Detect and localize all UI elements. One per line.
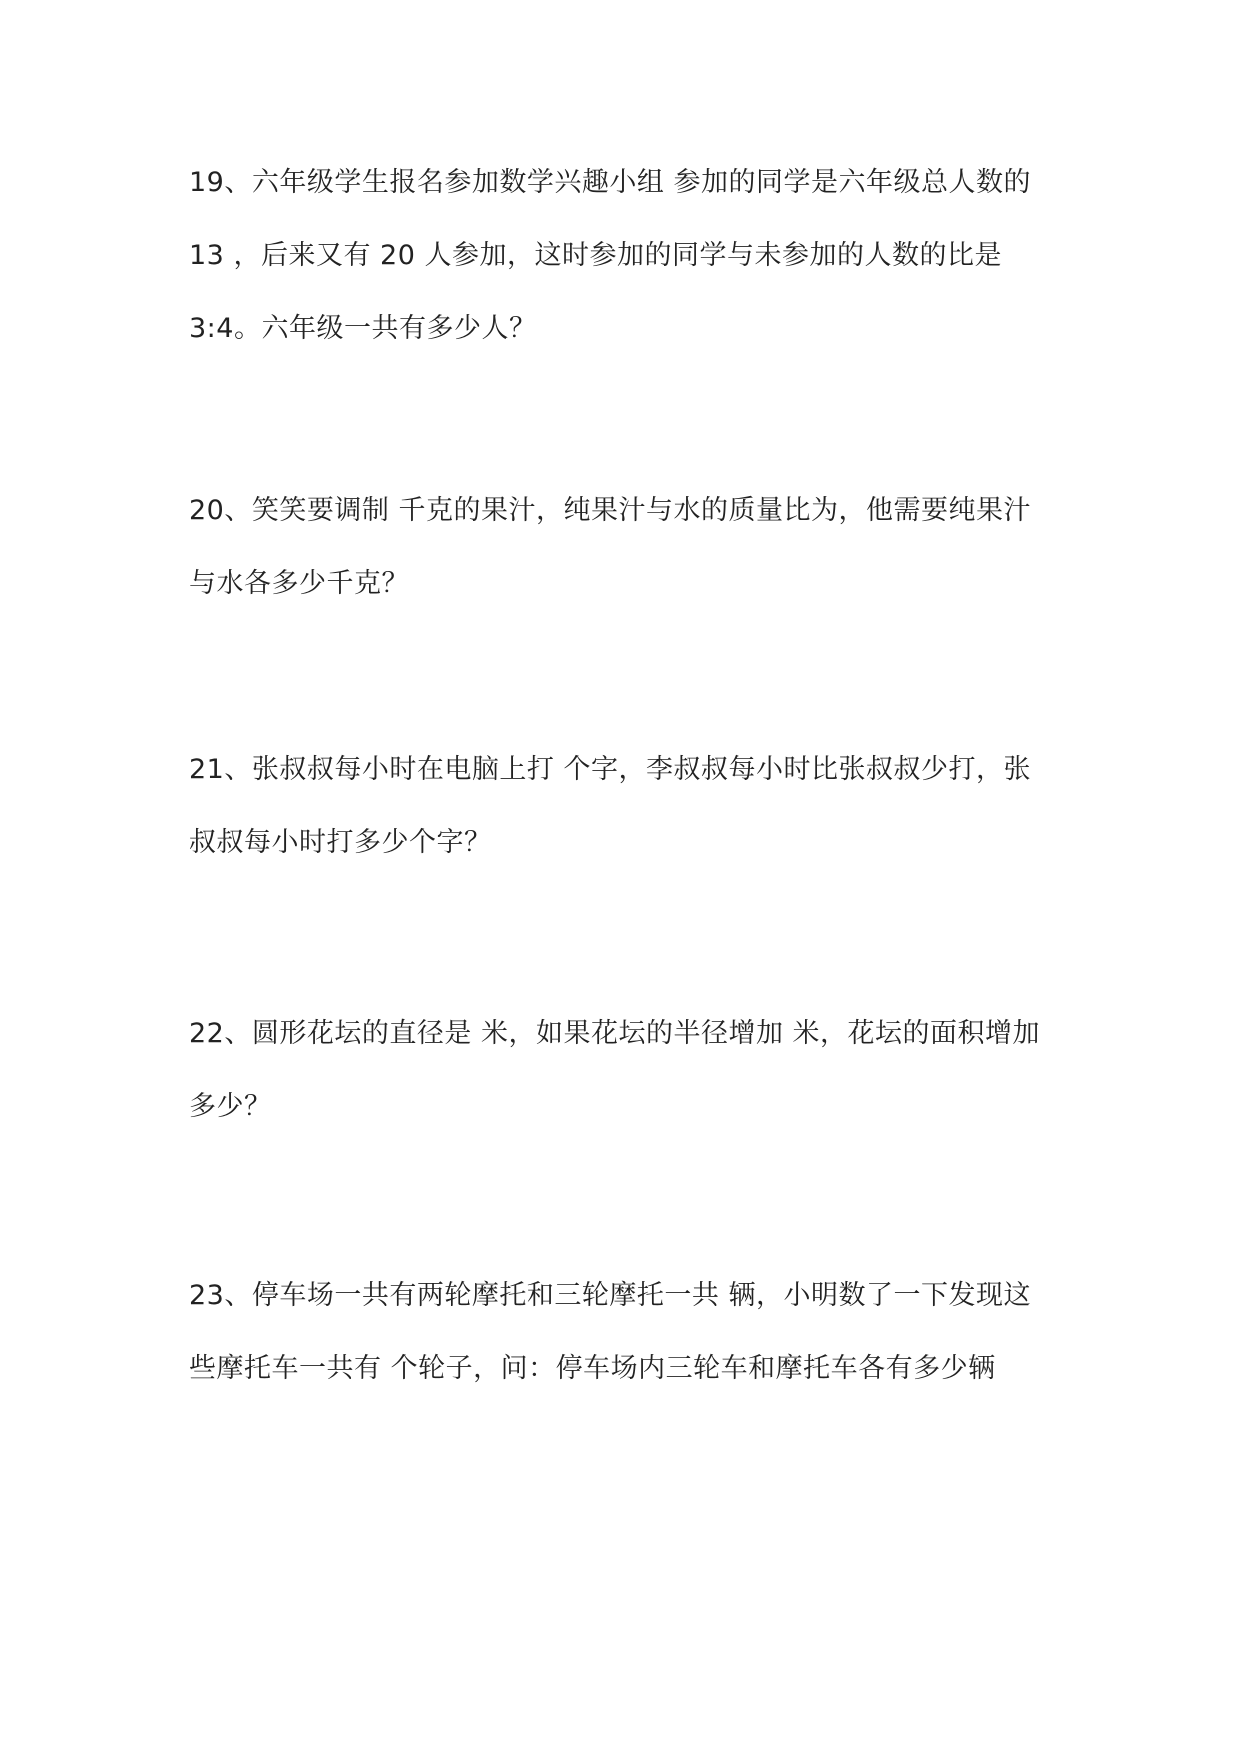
problem-20: [189, 474, 1069, 620]
problem-text-line: 与水各多少千克？: [189, 568, 409, 599]
problem-text-line: 23、停车场一共有两轮摩托和三轮摩托一共 辆，小明数了一下发现这: [189, 1280, 1031, 1311]
problem-23: [189, 1259, 1069, 1405]
problem-text-line: 13 ，后来又有 20 人参加，这时参加的同学与未参加的人数的比是: [189, 240, 1002, 271]
problem-text-line: 20、笑笑要调制 千克的果汁，纯果汁与水的质量比为，他需要纯果汁: [189, 495, 1031, 526]
problem-21: [189, 733, 1069, 879]
problem-text-line: 3:4。六年级一共有多少人？: [189, 313, 537, 344]
problem-22: [189, 997, 1069, 1143]
problem-19: [189, 146, 1069, 365]
problem-text-line: 22、圆形花坛的直径是 米，如果花坛的半径增加 米，花坛的面积增加: [189, 1018, 1041, 1049]
problem-text-line: 些摩托车一共有 个轮子，问：停车场内三轮车和摩托车各有多少辆: [189, 1353, 996, 1384]
problem-text-line: 多少？: [189, 1091, 272, 1122]
problem-text-line: 叔叔每小时打多少个字？: [189, 827, 492, 858]
problem-text-line: 21、张叔叔每小时在电脑上打 个字，李叔叔每小时比张叔叔少打，张: [189, 754, 1031, 785]
problem-text-line: 19、六年级学生报名参加数学兴趣小组 参加的同学是六年级总人数的: [189, 167, 1031, 198]
